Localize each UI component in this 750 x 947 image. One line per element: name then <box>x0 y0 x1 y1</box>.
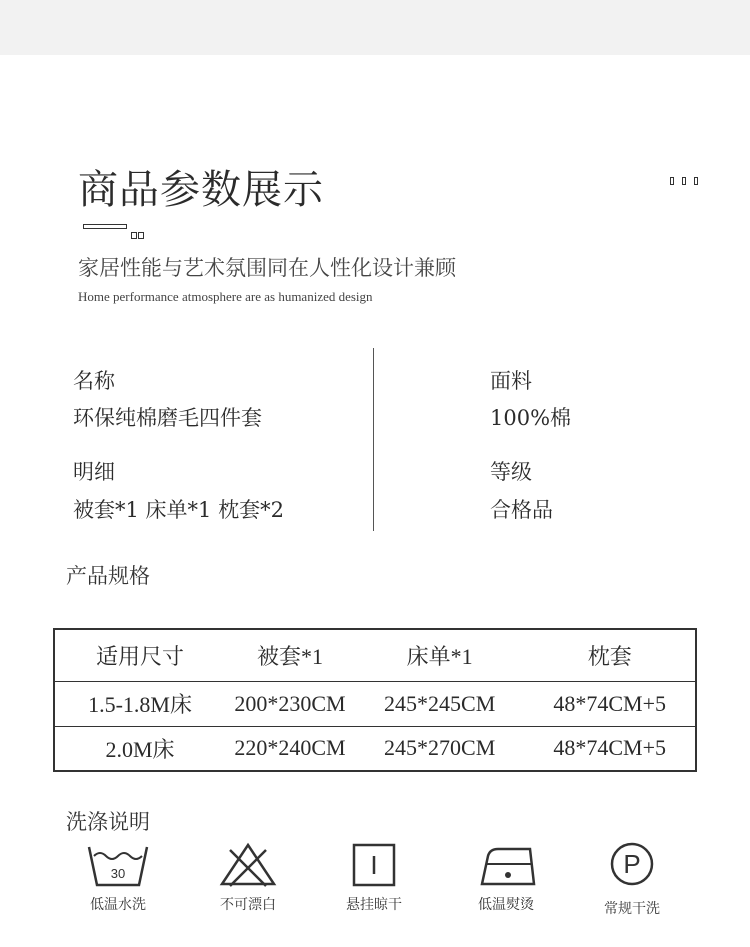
title-underline <box>83 224 127 229</box>
wash-label: 低温水洗 <box>90 897 146 913</box>
corner-decoration-dots <box>670 170 706 189</box>
fabric-label: 面料 <box>490 369 532 393</box>
detail-label: 明细 <box>73 460 115 484</box>
wash-temp: 30 <box>110 866 126 881</box>
wash-item <box>456 842 556 914</box>
spec-header-cell: 被套*1 <box>225 629 355 681</box>
wash-item <box>582 842 682 918</box>
wash-label: 悬挂晾干 <box>346 897 402 913</box>
hang-dry-icon <box>342 842 406 888</box>
spec-header-cell: 床单*1 <box>355 629 525 681</box>
low-iron-icon <box>474 842 538 888</box>
spec-cell: 1.5-1.8M床 <box>54 681 225 726</box>
spec-header-row <box>54 629 696 681</box>
wash-tub-30-icon <box>86 842 150 888</box>
wash-label: 不可漂白 <box>220 897 276 913</box>
grade-label: 等级 <box>490 460 532 484</box>
detail-value: 被套*1 床单*1 枕套*2 <box>73 498 284 522</box>
spec-cell: 48*74CM+5 <box>524 681 696 726</box>
table-row <box>54 726 696 771</box>
wash-section-title: 洗涤说明 <box>66 810 150 834</box>
dry-clean-letter: P <box>623 849 641 879</box>
wash-label: 低温熨烫 <box>478 897 534 913</box>
title-decoration-dots <box>131 224 145 243</box>
page-title: 商品参数展示 <box>78 167 324 213</box>
spec-cell: 200*230CM <box>225 681 355 726</box>
params-divider <box>373 348 374 531</box>
name-value: 环保纯棉磨毛四件套 <box>73 406 262 430</box>
wash-item <box>198 842 298 914</box>
name-label: 名称 <box>73 369 115 393</box>
spec-table <box>53 628 697 772</box>
spec-cell: 48*74CM+5 <box>553 735 667 761</box>
dry-clean-p-icon <box>600 842 664 892</box>
table-row <box>54 681 696 726</box>
wash-label: 常规干洗 <box>604 901 660 917</box>
spec-cell: 220*240CM <box>234 735 346 761</box>
spec-cell: 245*270CM <box>384 735 496 761</box>
subtitle-chinese: 家居性能与艺术氛围同在人性化设计兼顾 <box>78 256 456 280</box>
spec-cell: 245*245CM <box>355 681 525 726</box>
wash-item <box>68 842 168 914</box>
no-bleach-icon <box>216 842 280 888</box>
spec-cell: 2.0M床 <box>105 736 175 762</box>
subtitle-english: Home performance atmosphere are as humanized design <box>78 289 373 304</box>
spec-header-cell: 枕套 <box>524 629 696 681</box>
spec-section-title: 产品规格 <box>66 564 150 588</box>
grade-value: 合格品 <box>490 498 553 522</box>
top-banner <box>0 0 750 55</box>
wash-item <box>324 842 424 914</box>
fabric-value: 100%棉 <box>490 406 572 430</box>
spec-header-cell: 适用尺寸 <box>54 629 225 681</box>
